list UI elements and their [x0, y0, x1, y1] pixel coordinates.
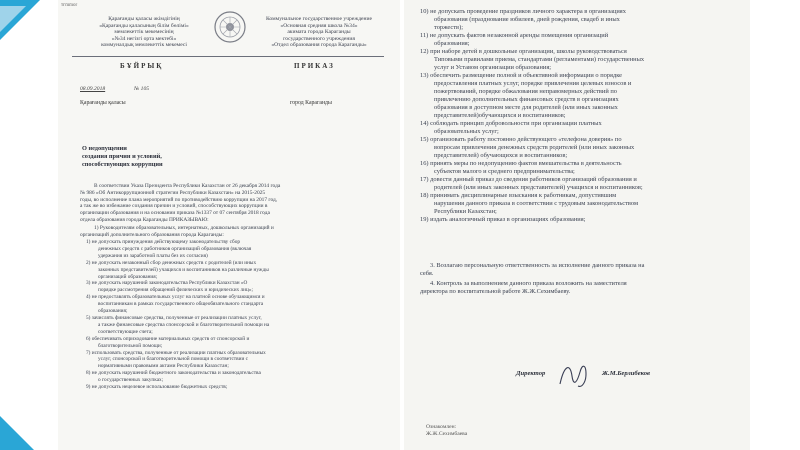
header-ru-line: государственного учреждения [283, 35, 355, 42]
list-item: 3) не допускать нарушений законодательства Республики Казахстан «О [86, 280, 248, 287]
list-item-line: предоставления платных услуг, порядке привлечения целевых взносов и [434, 80, 632, 87]
header-ru-line: «Основная средняя школа №34» [280, 22, 358, 29]
list-item: 13) обеспечить размещение полной и объективной информации о порядке [420, 72, 622, 79]
city-ru: город Караганды [290, 100, 332, 106]
list-item: 16) принять меры по недопущению фактов вмешательства в деятельность [420, 160, 622, 167]
list-item-line: нарушения данного приказа в соответствии с трудовым законодательством [434, 200, 638, 207]
header-ru-line: Коммунальное государственное учреждение [265, 16, 372, 22]
list-item: 14) соблюдать принцип добровольности при организации платных [420, 120, 602, 127]
slide-left-margin [0, 0, 30, 450]
point-3-line: 3. Возлагаю персональную ответственность за исполнение данного приказа на [430, 262, 645, 269]
list-item-line: образования; [98, 308, 128, 315]
header-kz-line: Қарағанды қаласы әкімдігінің [108, 16, 180, 22]
list-item: 18) принимать дисциплинарные взыскания к работникам, допустившим [420, 192, 617, 199]
list-item-line: а также финансовые средства спонсорской и благотворительной помощи на [98, 321, 270, 328]
preamble-line: № 986 «Об Антикоррупционной стратегии Республики Казахстан» на 2015-2025 [80, 189, 266, 196]
ack-label: Ознакомлен: [426, 424, 457, 430]
list-item: 6) обеспечивать оприходование материальных средств от спонсорской и [86, 335, 250, 342]
order-subject [82, 145, 163, 169]
list-item-line: услуг и Уставом организации образования; [434, 64, 552, 71]
list-item-line: организаций образования; [98, 273, 158, 280]
corner-decoration-bottom [0, 416, 34, 450]
list-item: 12) при наборе детей в дошкольные организации, школы руководствоваться [420, 48, 627, 55]
subject-line: О недопущении [82, 145, 127, 152]
header-kz-line: «№34 негізгі орта мектебі» [111, 35, 177, 42]
list-item: 9) не допускать нецелевое использование бюджетных средств; [86, 384, 228, 391]
list-item-line: представителей)обучающихся и воспитанников; [434, 112, 566, 119]
item-1-line: организаций дополнительного образования города Караганды: [80, 231, 224, 238]
header-ru-line: акимата города Караганды [287, 29, 351, 36]
list-item-line: услуг, спонсорской и благотворительной помощи в соответствии с [98, 356, 248, 363]
director-label: Директор [516, 370, 546, 377]
list-item-line: законных представителей) учащихся и воспитанников на различные нужды [98, 266, 269, 273]
list-item: 7) использовать средства, полученные от реализации платных образовательных [86, 349, 266, 356]
preamble-line: В соответствии Указа Президента Республики Казахстан от 26 декабря 2014 года [94, 183, 281, 189]
list-item: 2) не допускать незаконный сбор денежных средств с родителей (или иных [86, 259, 257, 266]
list-item-line: образования; [434, 40, 470, 47]
list-item: 10) не допускать проведение праздников личного характера в организациях [420, 8, 626, 15]
list-item-line: благотворительной помощи; [98, 342, 163, 349]
list-item-line: Типовыми правилами приема, стандартами (регламентами) государственных [434, 56, 645, 63]
list-item: 17) довести данный приказ до сведения работников организаций образования и [420, 176, 637, 183]
preamble-line: а так же во избежание создания причин и условий, способствующих коррупции в [80, 203, 268, 210]
order-date: 08.09.2018 [80, 86, 106, 92]
list-item-line: пожертвований, порядке обжалования неправомерных действий по [434, 88, 617, 95]
document-page-2 [404, 0, 750, 450]
header-kz-line: мемлекеттік мекемесінің [114, 29, 174, 36]
corner-note: тгmmor [61, 3, 78, 8]
order-title-kz: БҰЙРЫҚ [120, 62, 164, 70]
point-4-line: 4. Контроль за выполнением данного приказа возложить на заместителя [430, 280, 627, 287]
point-4-line: директора по воспитательной работе Ж.Ж.Сехимбаеву. [420, 288, 571, 295]
subject-line: способствующих коррупции [82, 161, 163, 168]
state-emblem-icon [212, 10, 248, 44]
header-kz-line: коммуналдық мемлекеттік мекемесі [101, 42, 187, 49]
acknowledgement [426, 424, 467, 438]
header-ru-line: «Отдел образования города Караганды» [271, 42, 367, 49]
list-item-line: удержания из заработной платы без их согласия) [98, 252, 208, 259]
point-3 [420, 262, 742, 278]
list-item-line: представителей) обучающихся и воспитанников; [434, 152, 568, 159]
header-kazakh [74, 16, 214, 49]
list-item: 8) не допускать нарушений бюджетного законодательства и законодательства [86, 370, 261, 377]
point-4 [420, 280, 742, 296]
header-russian [244, 16, 394, 49]
list-item-line: порядке рассмотрения обращений физических и юридических лиц»; [98, 287, 253, 294]
list-item-line: торжеств); [434, 24, 463, 31]
director-name: Ж.М.Берлибеков [602, 370, 650, 377]
list-item-line: воспитанникам в рамках государственного общеобязательного стандарта [98, 301, 264, 308]
left-items-list [86, 239, 388, 391]
list-item-line: родителей (или иных законных представителей) учащихся и воспитанников; [434, 184, 643, 191]
list-item-line: образовательных услуг; [434, 128, 499, 135]
list-item-line: образования в доступном месте для родителей (или иных законных [434, 104, 618, 111]
header-kz-line: «Қарағанды қаласының білім бөлімі» [99, 22, 189, 29]
list-item: 11) не допускать фактов незаконной аренды помещения организаций [420, 32, 609, 39]
list-item-line: соответствующие счета; [98, 328, 153, 335]
order-number: № 105 [134, 86, 150, 92]
corner-decoration-top-light [0, 6, 26, 32]
preamble [80, 183, 386, 224]
preamble-line: отдела образования города Караганды ПРИКАЗЫВАЮ: [80, 216, 209, 223]
preamble-line: организации образования и на основании приказа №1337 от 07 сентября 2018 года [80, 210, 270, 216]
item-1-line: 1) Руководителям образовательных, интернатных, дошкольных организаций и [94, 225, 274, 231]
right-items-list [420, 8, 742, 224]
list-item-line: субъектов малого и среднего предпринимательства; [434, 168, 575, 175]
preamble-line: годы, во исполнение плана мероприятий по противодействию коррупции на 2017 год, [80, 196, 278, 203]
list-item-line: денежных средств с работников организаций образования (включая [98, 245, 252, 252]
list-item: 19) издать аналогичный приказ в организациях образования; [420, 216, 586, 223]
list-item-line: образования (празднование юбилеев, дней рождения, свадеб и иных [434, 16, 620, 23]
signature-icon [556, 358, 596, 392]
list-item: 1) не допускать принуждения действующему законодательству сбор [86, 239, 241, 245]
list-item-line: вопросам привлечения денежных средств родителей (или иных законных [434, 144, 635, 151]
point-3-line: себя. [420, 270, 434, 277]
list-item-line: о государственных закупках; [98, 377, 164, 384]
header-divider [72, 56, 384, 57]
item-1-intro [80, 225, 386, 239]
city-kz: Қарағанды қаласы [80, 100, 126, 106]
list-item-line: нормативными правовыми актами Республики Казахстан; [98, 363, 229, 370]
ack-name: Ж.Ж.Сехимбаева [426, 431, 468, 437]
document-page-1 [58, 0, 400, 450]
list-item: 15) организовать работу постоянно действующего «телефона доверия» по [420, 136, 622, 143]
order-title-ru: ПРИКАЗ [294, 62, 335, 70]
list-item-line: привлечению дополнительных финансовых средств в организациях [434, 96, 619, 103]
list-item: 5) зачислять финансовые средства, полученные от реализации платных услуг, [86, 314, 262, 321]
list-item: 4) не предоставлять образовательных услуг на платной основе обучающимся и [86, 294, 265, 301]
list-item-line: Республики Казахстан; [434, 208, 497, 215]
subject-line: создания причин и условий, [82, 153, 162, 160]
